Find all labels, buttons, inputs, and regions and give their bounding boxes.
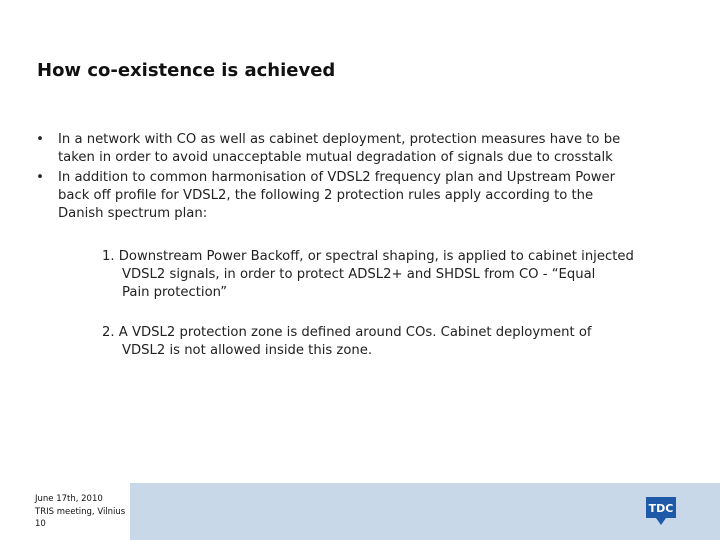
- rule-text-line: VDSL2 signals, in order to protect ADSL2+ and SHDSL from CO - “Equal: [122, 267, 596, 282]
- bullet-marker: •: [36, 170, 44, 185]
- bullet-marker: •: [36, 132, 44, 147]
- bullet-text-line: taken in order to avoid unacceptable mutual degradation of signals due to crosstalk: [58, 150, 613, 165]
- bullet-text-line: Danish spectrum plan:: [58, 206, 208, 221]
- rule-text-line: 1. Downstream Power Backoff, or spectral shaping, is applied to cabinet injected: [102, 249, 634, 264]
- bullet-text-line: back off profile for VDSL2, the following 2 protection rules apply according to the: [58, 188, 594, 203]
- logo-text: TDC: [648, 502, 674, 515]
- slide-title: How co-existence is achieved: [37, 60, 336, 81]
- protection-rule-2: [102, 324, 672, 360]
- footer-event: TRIS meeting, Vilnius: [35, 506, 126, 517]
- rule-text-line: Pain protection”: [122, 285, 228, 300]
- rule-text-line: 2. A VDSL2 protection zone is defined around COs. Cabinet deployment of: [102, 325, 592, 340]
- bullet-item: [34, 169, 674, 223]
- page-number: 10: [35, 519, 46, 529]
- footer-date: June 17th, 2010: [35, 494, 103, 504]
- bullet-text-line: In a network with CO as well as cabinet deployment, protection measures have to be: [58, 132, 621, 147]
- bullet-list: [34, 131, 674, 225]
- bullet-item: [34, 131, 674, 167]
- rule-text-line: VDSL2 is not allowed inside this zone.: [122, 343, 373, 358]
- footer-info: [35, 493, 125, 531]
- protection-rule-1: [102, 248, 672, 302]
- bullet-text-line: In addition to common harmonisation of VDSL2 frequency plan and Upstream Power: [58, 170, 616, 185]
- tdc-logo-icon: [644, 496, 678, 526]
